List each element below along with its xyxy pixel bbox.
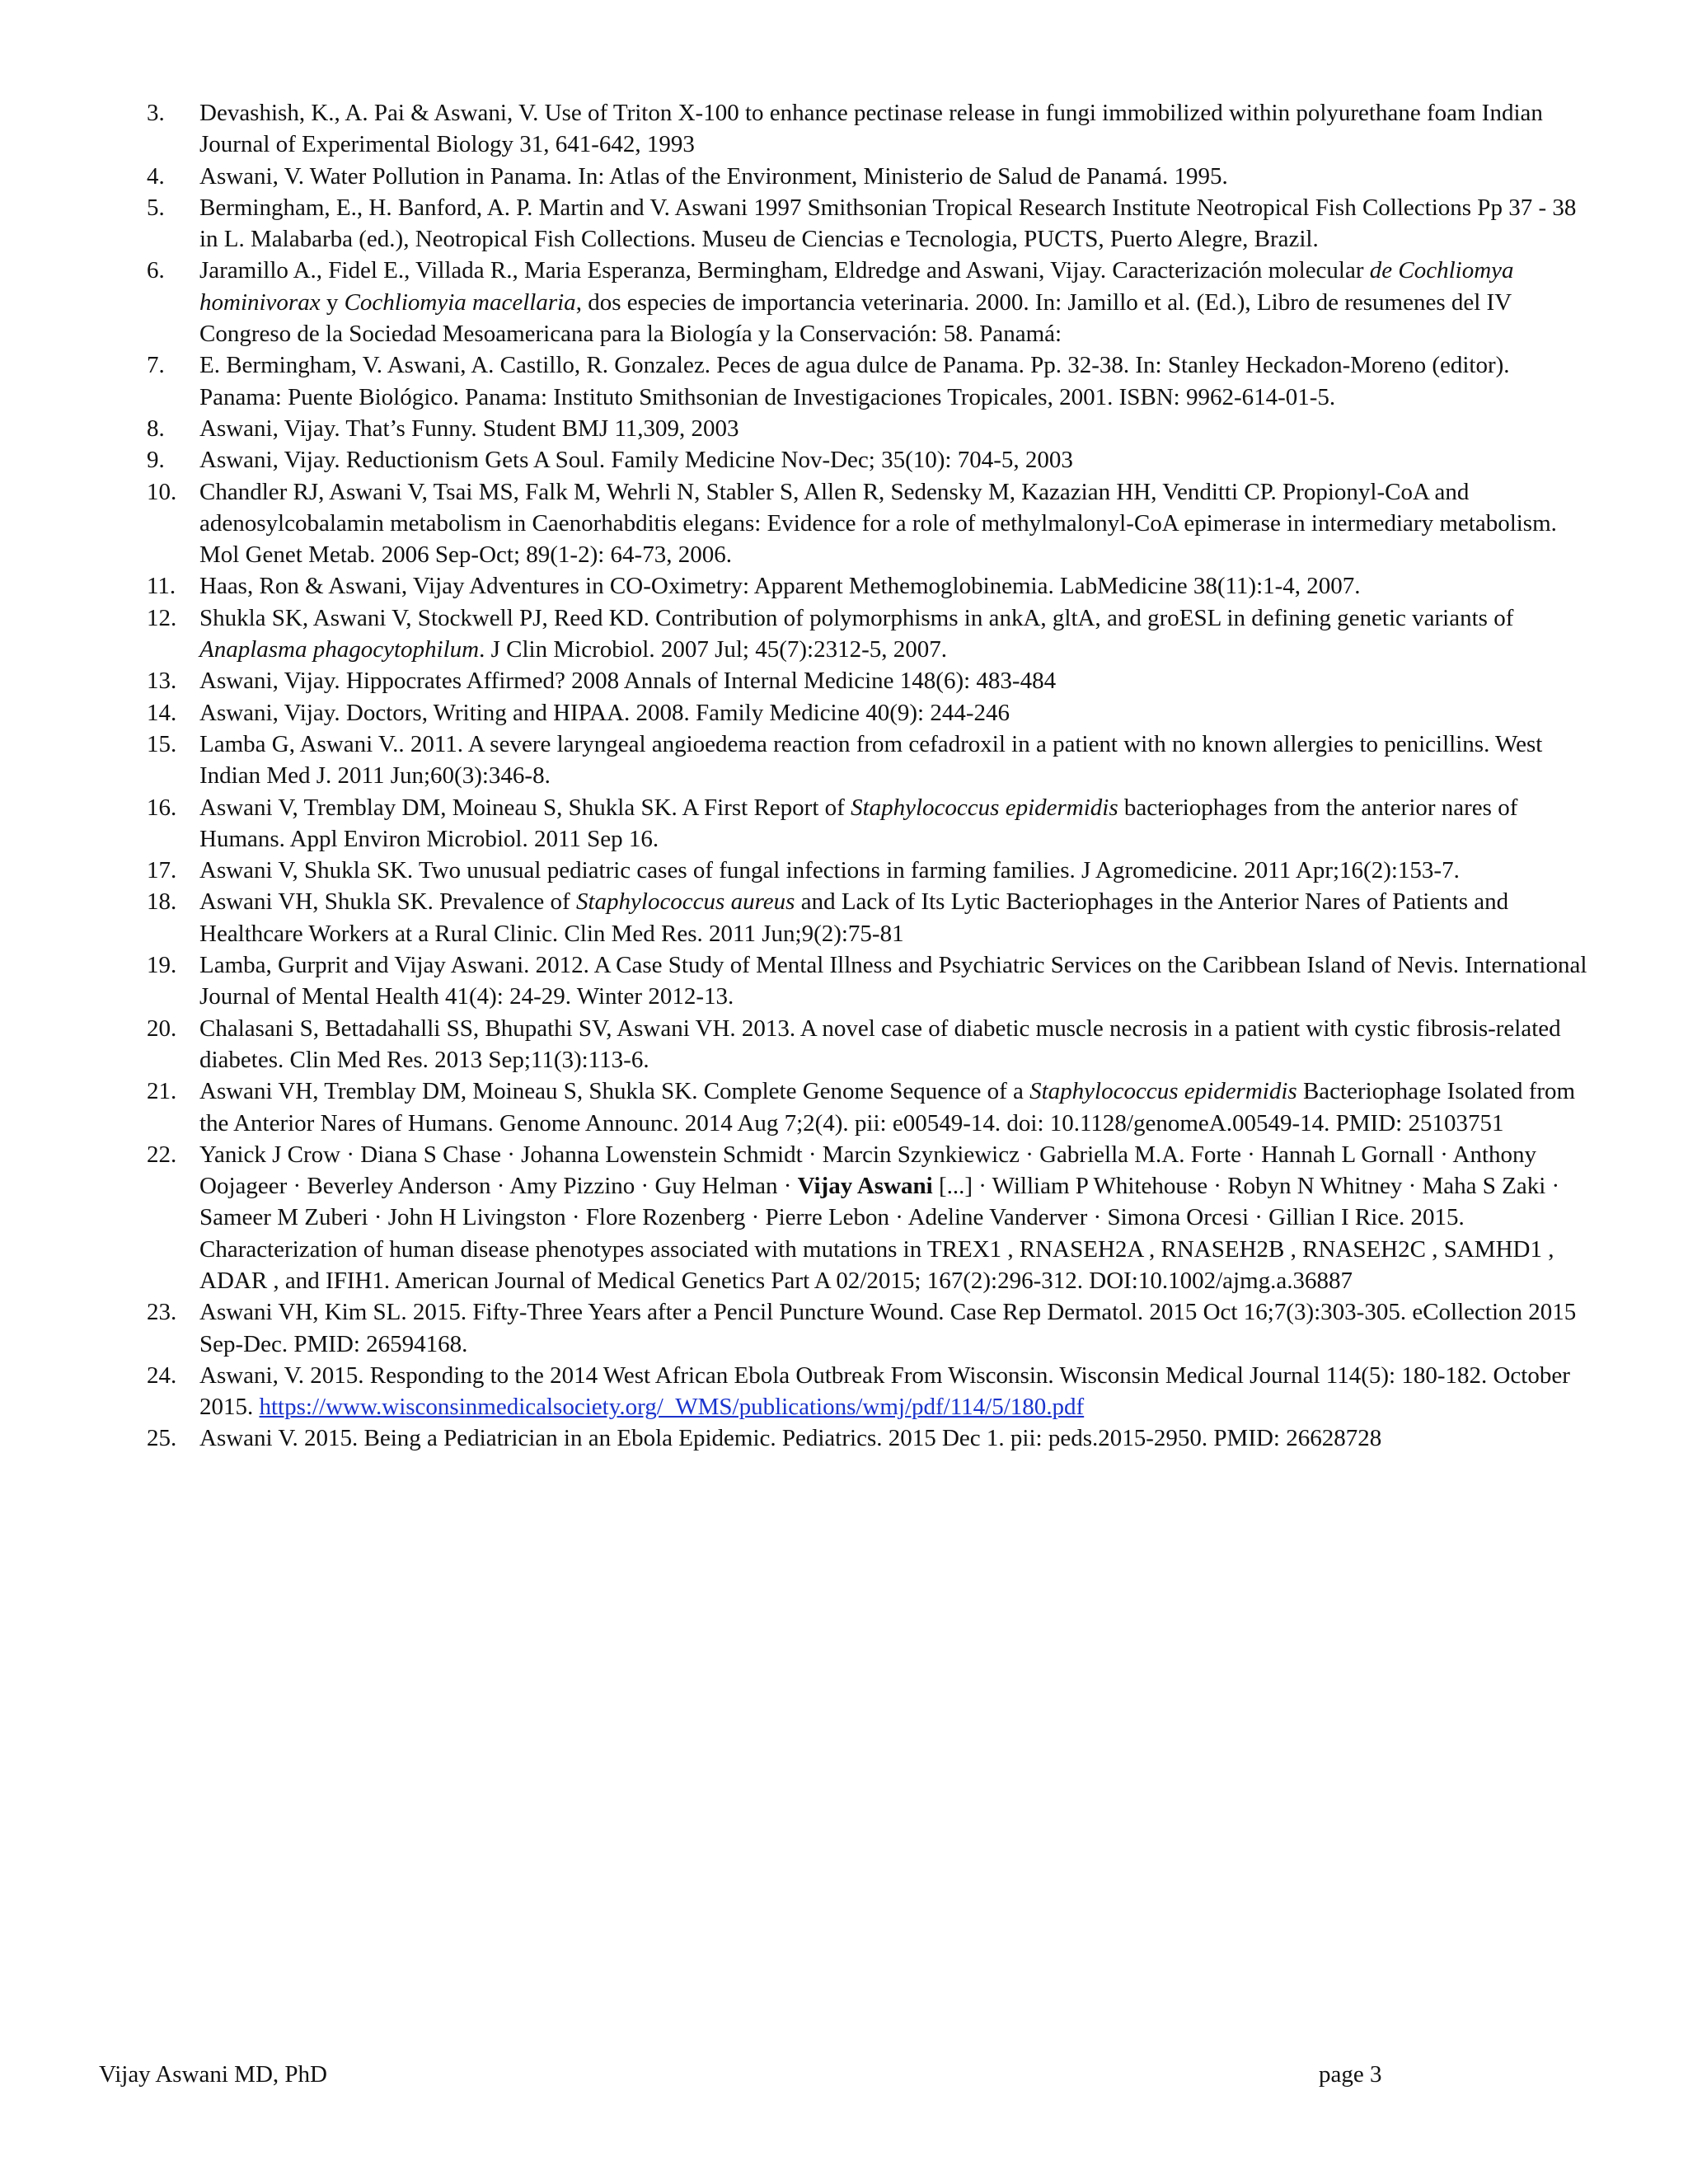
reference-text [199,792,1597,855]
reference-number: 8. [147,415,165,442]
reference-item [147,1076,1597,1139]
reference-item [147,161,1597,192]
reference-number: 9. [147,447,165,474]
bold-author-name: Vijay Aswani [797,1173,933,1200]
reference-segment: Aswani, Vijay. That’s Funny. Student BMJ 11,309, 2003 [199,415,739,442]
reference-segment: bacteriophages from the anterior nares of Humans. Appl Environ Microbiol. 2011 Sep 16. [199,794,1518,852]
reference-text [199,192,1597,255]
reference-item [147,255,1597,349]
reference-number: 20. [147,1015,177,1042]
reference-segment: Aswani, Vijay. Reductionism Gets A Soul. Family Medicine Nov-Dec; 35(10): 704-5, 2003 [199,447,1073,474]
reference-number: 15. [147,730,177,757]
reference-segment: and Lack of Its Lytic Bacteriophages in the Anterior Nares of Patients and Healthcare Workers at a Rural Clinic. Clin Med Res. 2011 Jun;9(2):75-81 [199,888,1509,947]
reference-item [147,1139,1597,1296]
reference-segment: Haas, Ron & Aswani, Vijay Adventures in CO-Oximetry: Apparent Methemoglobinemia. LabMedicine 38(11):1-4, 2007. [199,573,1361,600]
reference-number: 13. [147,668,177,695]
reference-segment: Aswani V, Tremblay DM, Moineau S, Shukla SK. A First Report of [199,794,851,821]
reference-text [199,949,1597,1013]
reference-number: 25. [147,1425,177,1452]
reference-segment: Shukla SK, Aswani V, Stockwell PJ, Reed KD. Contribution of polymorphisms in ankA, gltA, and groESL in defining genetic variants of [199,604,1514,631]
reference-number: 7. [147,352,165,379]
species-name: de Cochliomya hominivorax [199,257,1514,316]
reference-item [147,855,1597,886]
reference-segment: Aswani V, Shukla SK. Two unusual pediatric cases of fungal infections in farming families. J Agromedicine. 2011 Apr;16(2):153-7. [199,857,1460,884]
reference-item [147,697,1597,729]
reference-segment: Aswani VH, Tremblay DM, Moineau S, Shukla SK. Complete Genome Sequence of a [199,1078,1030,1105]
reference-text [199,1076,1597,1139]
reference-item [147,792,1597,855]
reference-segment: Lamba, Gurprit and Vijay Aswani. 2012. A Case Study of Mental Illness and Psychiatric Services on the Caribbean Island of Nevis. International Journal of Mental Health 41(4): 24-29. Winter 2012-13. [199,952,1587,1010]
reference-link[interactable]: https://www.wisconsinmedicalsociety.org/_WMS/publications/wmj/pdf/114/5/180.pdf [259,1394,1085,1421]
reference-segment: . J Clin Microbiol. 2007 Jul; 45(7):2312-5, 2007. [479,636,948,663]
footer-author: Vijay Aswani MD, PhD [99,2061,327,2088]
reference-segment: [...] · William P Whitehouse · Robyn N Whitney · Maha S Zaki · Sameer M Zuberi · John H Livingston · Flore Rozenberg · Pierre Lebon · Adeline Vanderver · Simona Orcesi · Gillian I Rice. 2015. Characterization of human disease phenotypes associated with mutations in TREX1 , RNASEH2A , RNASEH2B , RNASEH2C , SAMHD1 , ADAR , and IFIH1. American Journal of Medical Genetics Part A 02/2015; 167(2):296-312. DOI:10.1002/ajmg.a.36887 [199,1173,1560,1294]
reference-item [147,1360,1597,1423]
reference-text [199,161,1597,192]
reference-segment: Aswani, Vijay. Doctors, Writing and HIPAA. 2008. Family Medicine 40(9): 244-246 [199,699,1010,726]
reference-number: 12. [147,604,177,631]
reference-segment: Aswani, Vijay. Hippocrates Affirmed? 2008 Annals of Internal Medicine 148(6): 483-484 [199,668,1057,695]
reference-text [199,602,1597,666]
reference-text [199,1360,1597,1423]
reference-item [147,1013,1597,1076]
reference-number: 5. [147,194,165,221]
reference-number: 24. [147,1361,177,1389]
reference-segment: Bermingham, E., H. Banford, A. P. Martin and V. Aswani 1997 Smithsonian Tropical Research Institute Neotropical Fish Collections Pp 37 - 38 in L. Malabarba (ed.), Neotropical Fish Collections. Museu de Ciencias e Tecnologia, PUCTS, Puerto Alegre, Brazil. [199,194,1577,253]
species-name: Anaplasma phagocytophilum [199,636,480,663]
reference-segment: Yanick J Crow · Diana S Chase · Johanna Lowenstein Schmidt · Marcin Szynkiewicz · Gabriella M.A. Forte · Hannah L Gornall · Anthony Oojageer · Beverley Anderson · Amy Pizzino · Guy Helman · [199,1141,1537,1200]
reference-item [147,1422,1597,1454]
reference-list [147,97,1597,1455]
reference-item [147,444,1597,476]
reference-item [147,886,1597,949]
reference-segment: y [320,288,345,316]
species-name: Staphylococcus epidermidis [851,794,1118,821]
reference-text [199,444,1597,476]
reference-item [147,192,1597,255]
reference-text [199,1013,1597,1076]
reference-text [199,570,1597,602]
reference-text [199,97,1597,161]
reference-segment: Chandler RJ, Aswani V, Tsai MS, Falk M, Wehrli N, Stabler S, Allen R, Sedensky M, Kazazian HH, Venditti CP. Propionyl-CoA and adenosylcobalamin metabolism in Caenorhabditis elegans: Evidence for a role of methylmalonyl-CoA epimerase in intermediary metabolism. Mol Genet Metab. 2006 Sep-Oct; 89(1-2): 64-73, 2006. [199,478,1557,569]
reference-number: 21. [147,1078,177,1105]
reference-item [147,349,1597,413]
reference-segment: , dos especies de importancia veterinaria. 2000. In: Jamillo et al. (Ed.), Libro de resumenes del IV Congreso de la Sociedad Mesoamericana para la Biología y la Conservación: 58. Panamá: [199,288,1512,348]
reference-text [199,1296,1597,1360]
species-name: Cochliomyia macellaria [344,288,576,316]
reference-text [199,1422,1597,1454]
reference-number: 16. [147,794,177,821]
reference-item [147,665,1597,696]
reference-number: 23. [147,1299,177,1326]
reference-item [147,1296,1597,1360]
reference-number: 18. [147,888,177,916]
reference-text [199,476,1597,571]
reference-number: 3. [147,100,165,126]
reference-number: 19. [147,952,177,979]
reference-text [199,665,1597,696]
reference-text [199,413,1597,444]
reference-number: 14. [147,699,177,726]
reference-number: 11. [147,573,176,600]
reference-segment: Aswani, V. Water Pollution in Panama. In: Atlas of the Environment, Ministerio de Salud de Panamá. 1995. [199,162,1228,190]
reference-text [199,697,1597,729]
reference-number: 4. [147,162,165,190]
reference-segment: Devashish, K., A. Pai & Aswani, V. Use of Triton X-100 to enhance pectinase release in fungi immobilized within polyurethane foam Indian Journal of Experimental Biology 31, 641-642, 1993 [199,100,1543,158]
reference-segment: Lamba G, Aswani V.. 2011. A severe laryngeal angioedema reaction from cefadroxil in a patient with no known allergies to penicillins. West Indian Med J. 2011 Jun;60(3):346-8. [199,730,1543,790]
reference-segment: Bacteriophage Isolated from the Anterior Nares of Humans. Genome Announc. 2014 Aug 7;2(4). pii: e00549-14. doi: 10.1128/genomeA.00549-14. PMID: 25103751 [199,1078,1576,1137]
footer-page-number: page 3 [1319,2061,1382,2088]
reference-text [199,255,1597,349]
reference-text [199,1139,1597,1296]
reference-segment: Aswani, V. 2015. Responding to the 2014 West African Ebola Outbreak From Wisconsin. Wisconsin Medical Journal 114(5): 180-182. October 2015. [199,1361,1570,1421]
reference-item [147,413,1597,444]
reference-segment: Chalasani S, Bettadahalli SS, Bhupathi SV, Aswani VH. 2013. A novel case of diabetic muscle necrosis in a patient with cystic fibrosis-related diabetes. Clin Med Res. 2013 Sep;11(3):113-6. [199,1015,1561,1073]
reference-number: 22. [147,1141,177,1168]
reference-text [199,729,1597,792]
species-name: Staphylococcus epidermidis [1029,1078,1297,1105]
reference-text [199,349,1597,413]
reference-item [147,602,1597,666]
reference-item [147,729,1597,792]
reference-item [147,97,1597,161]
species-name: Staphylococcus aureus [575,888,795,916]
reference-text [199,855,1597,886]
reference-item [147,949,1597,1013]
reference-segment: Aswani V. 2015. Being a Pediatrician in an Ebola Epidemic. Pediatrics. 2015 Dec 1. pii: peds.2015-2950. PMID: 26628728 [199,1425,1382,1452]
reference-item [147,570,1597,602]
reference-segment: E. Bermingham, V. Aswani, A. Castillo, R. Gonzalez. Peces de agua dulce de Panama. Pp. 32-38. In: Stanley Heckadon-Moreno (editor). Panama: Puente Biológico. Panama: Instituto Smithsonian de Investigaciones Tropicales, 2001. ISBN: 9962-614-01-5. [199,352,1510,410]
reference-segment: Aswani VH, Kim SL. 2015. Fifty-Three Years after a Pencil Puncture Wound. Case Rep Dermatol. 2015 Oct 16;7(3):303-305. eCollection 2015 Sep-Dec. PMID: 26594168. [199,1299,1577,1357]
reference-item [147,476,1597,571]
reference-segment: Jaramillo A., Fidel E., Villada R., Maria Esperanza, Bermingham, Eldredge and Aswani, Vijay. Caracterización molecular [199,257,1370,284]
reference-number: 6. [147,257,165,284]
reference-number: 10. [147,478,177,505]
reference-text [199,886,1597,949]
reference-segment: Aswani VH, Shukla SK. Prevalence of [199,888,576,916]
reference-number: 17. [147,857,177,884]
